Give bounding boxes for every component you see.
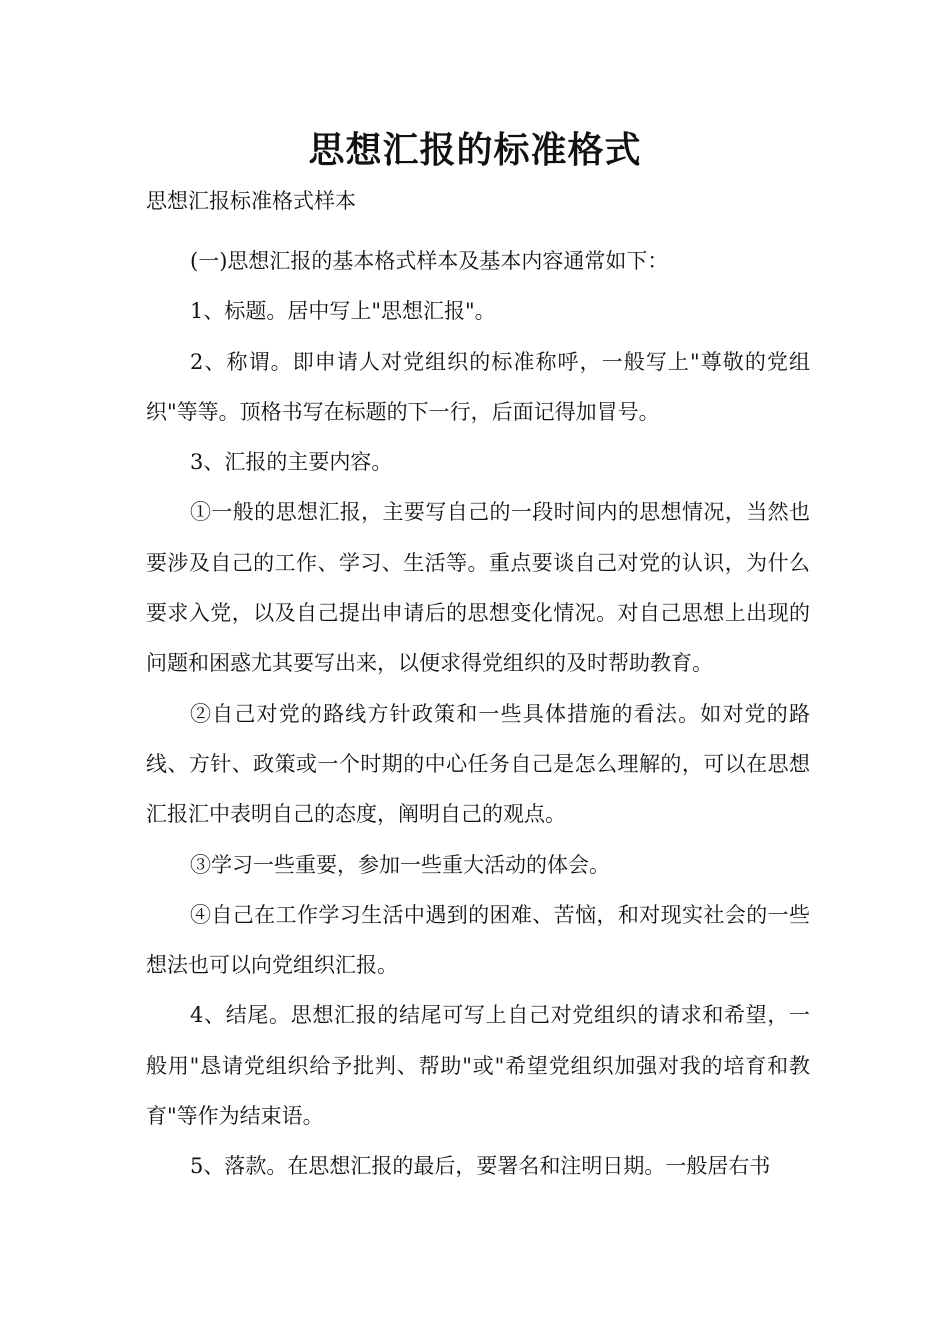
paragraph-item-3: ③学习一些重要，参加一些重大活动的体会。 [190,852,610,877]
paragraph-salutation: 2、称谓。即申请人对党组织的标准称呼，一般写上"尊敬的党组织"等等。顶格书写在标题的下一行，后面记得加冒号。 [146,349,810,424]
paragraph-signature: 5、落款。在思想汇报的最后，要署名和注明日期。一般居右书 [190,1154,771,1179]
document-subtitle: 思想汇报标准格式样本 [146,189,356,213]
paragraph-item-1: ①一般的思想汇报，主要写自己的一段时间内的思想情况，当然也要涉及自己的工作、学习、生活等。重点要谈自己对党的认识，为什么要求入党，以及自己提出申请后的思想变化情况。对自己思想上出现的问题和困惑尤其要写出来，以便求得党组织的及时帮助教育。 [146,500,810,676]
paragraph-title: 1、标题。居中写上"思想汇报"。 [190,299,496,324]
document-body [146,236,810,1192]
document-title: 思想汇报的标准格式 [308,130,642,171]
paragraph-item-4: ④自己在工作学习生活中遇到的困难、苦恼，和对现实社会的一些想法也可以向党组织汇报。 [146,902,810,978]
paragraph-main-content: 3、汇报的主要内容。 [190,450,393,475]
paragraph-item-2: ②自己对党的路线方针政策和一些具体措施的看法。如对党的路线、方针、政策或一个时期的中心任务自己是怎么理解的，可以在思想汇报汇中表明自己的态度，阐明自己的观点。 [146,701,810,827]
paragraph-ending: 4、结尾。思想汇报的结尾可写上自己对党组织的请求和希望，一般用"恳请党组织给予批判、帮助"或"希望党组织加强对我的培育和教育"等作为结束语。 [146,1003,810,1129]
paragraph-basic-format: (一)思想汇报的基本格式样本及基本内容通常如下： [190,249,669,273]
